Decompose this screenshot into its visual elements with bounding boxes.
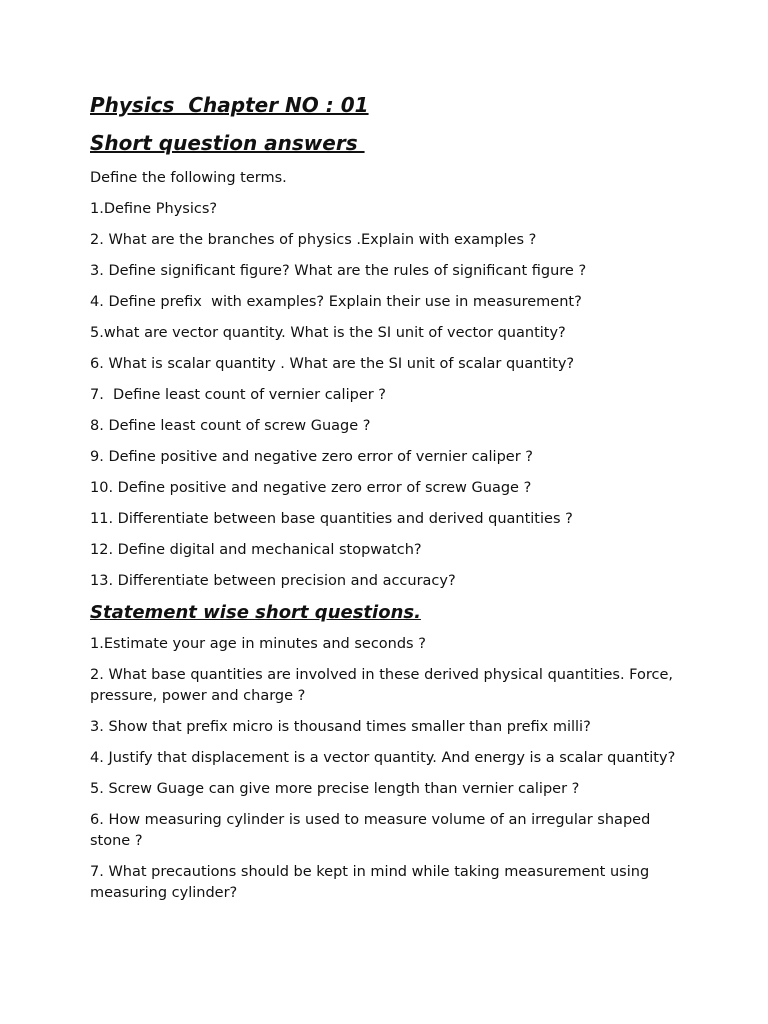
section-heading-statement-questions: Statement wise short questions. xyxy=(90,602,421,623)
question-item: 4. Define prefix with examples? Explain their use in measurement? xyxy=(90,294,582,310)
question-item: 6. What is scalar quantity . What are the SI unit of scalar quantity? xyxy=(90,356,575,372)
statement-item: 6. How measuring cylinder is used to measure volume of an irregular shaped stone ? xyxy=(90,812,655,849)
question-item: 5.what are vector quantity. What is the SI unit of vector quantity? xyxy=(90,325,566,341)
page-title: Physics Chapter NO : 01 xyxy=(90,93,369,117)
statement-item: 5. Screw Guage can give more precise length than vernier caliper ? xyxy=(90,781,580,797)
statement-item: 4. Justify that displacement is a vector quantity. And energy is a scalar quantity? xyxy=(90,750,676,766)
question-item: 9. Define positive and negative zero error of vernier caliper ? xyxy=(90,449,533,465)
document-page xyxy=(90,93,690,914)
question-item: 7. Define least count of vernier caliper ? xyxy=(90,387,387,403)
short-questions-list xyxy=(90,199,690,592)
question-item: 1.Define Physics? xyxy=(90,201,218,217)
question-item: 10. Define positive and negative zero error of screw Guage ? xyxy=(90,480,532,496)
section-intro: Define the following terms. xyxy=(90,170,287,186)
question-item: 12. Define digital and mechanical stopwatch? xyxy=(90,542,422,558)
statement-item: 3. Show that prefix micro is thousand times smaller than prefix milli? xyxy=(90,719,591,735)
statement-item: 7. What precautions should be kept in mind while taking measurement using measuring cylinder? xyxy=(90,864,654,901)
statement-questions-list xyxy=(90,634,690,904)
statement-item: 1.Estimate your age in minutes and seconds ? xyxy=(90,636,426,652)
question-item: 13. Differentiate between precision and accuracy? xyxy=(90,573,456,589)
question-item: 11. Differentiate between base quantities and derived quantities ? xyxy=(90,511,573,527)
section-heading-short-questions: Short question answers xyxy=(90,131,365,155)
question-item: 2. What are the branches of physics .Explain with examples ? xyxy=(90,232,537,248)
question-item: 3. Define significant figure? What are the rules of significant figure ? xyxy=(90,263,587,279)
question-item: 8. Define least count of screw Guage ? xyxy=(90,418,371,434)
statement-item: 2. What base quantities are involved in these derived physical quantities. Force, pressure, power and charge ? xyxy=(90,667,678,704)
